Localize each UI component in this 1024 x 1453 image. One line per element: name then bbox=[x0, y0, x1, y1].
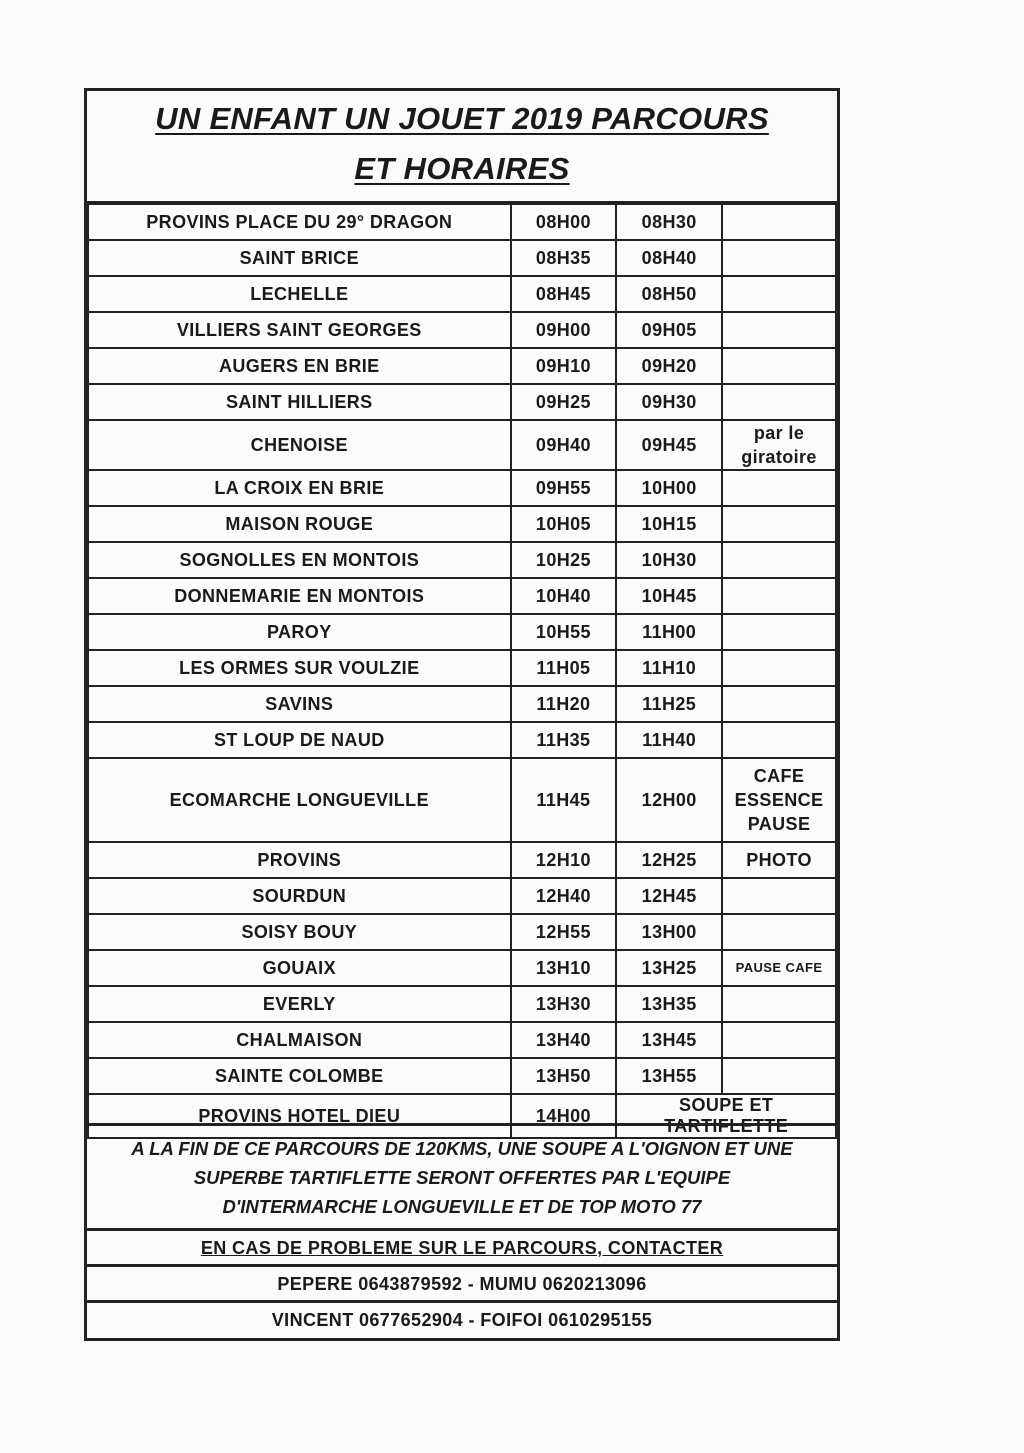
closing-note-line: SUPERBE TARTIFLETTE SERONT OFFERTES PAR L'EQUIPE bbox=[193, 1167, 731, 1188]
schedule-row bbox=[88, 348, 836, 384]
stop-note bbox=[722, 614, 836, 650]
arrival-time: 13H10 bbox=[511, 950, 617, 986]
stop-name: CHALMAISON bbox=[88, 1022, 511, 1058]
stop-note bbox=[722, 542, 836, 578]
departure-time: 11H25 bbox=[616, 686, 722, 722]
schedule-row bbox=[88, 384, 836, 420]
schedule-row bbox=[88, 722, 836, 758]
stop-note bbox=[722, 276, 836, 312]
stop-name: VILLIERS SAINT GEORGES bbox=[88, 312, 511, 348]
stop-note bbox=[722, 686, 836, 722]
stop-note bbox=[722, 878, 836, 914]
arrival-time: 10H25 bbox=[511, 542, 617, 578]
schedule-row bbox=[88, 470, 836, 506]
stop-name: PROVINS PLACE DU 29° DRAGON bbox=[88, 204, 511, 240]
departure-time: 10H30 bbox=[616, 542, 722, 578]
stop-name: PROVINS bbox=[88, 842, 511, 878]
schedule-row bbox=[88, 420, 836, 470]
stop-note bbox=[722, 1022, 836, 1058]
schedule-row bbox=[88, 506, 836, 542]
stop-name: SAINT HILLIERS bbox=[88, 384, 511, 420]
stop-name: SOURDUN bbox=[88, 878, 511, 914]
schedule-row bbox=[88, 542, 836, 578]
stop-name: SOGNOLLES EN MONTOIS bbox=[88, 542, 511, 578]
schedule-row bbox=[88, 312, 836, 348]
stop-name: MAISON ROUGE bbox=[88, 506, 511, 542]
stop-name: PROVINS HOTEL DIEU bbox=[88, 1094, 511, 1138]
stop-name: ST LOUP DE NAUD bbox=[88, 722, 511, 758]
stop-name: SAINT BRICE bbox=[88, 240, 511, 276]
stop-note bbox=[722, 470, 836, 506]
page-title: UN ENFANT UN JOUET 2019 PARCOURS bbox=[155, 101, 769, 136]
stop-note-line: PHOTO bbox=[746, 850, 812, 870]
schedule-row bbox=[88, 240, 836, 276]
title-box bbox=[87, 91, 837, 204]
departure-time: 11H40 bbox=[616, 722, 722, 758]
stop-note bbox=[722, 914, 836, 950]
stop-name: ECOMARCHE LONGUEVILLE bbox=[88, 758, 511, 842]
stop-name: SOISY BOUY bbox=[88, 914, 511, 950]
stop-name: LECHELLE bbox=[88, 276, 511, 312]
departure-time: 12H45 bbox=[616, 878, 722, 914]
stop-name: LES ORMES SUR VOULZIE bbox=[88, 650, 511, 686]
stop-name: SAVINS bbox=[88, 686, 511, 722]
stop-name: GOUAIX bbox=[88, 950, 511, 986]
arrival-time: 11H05 bbox=[511, 650, 617, 686]
schedule-row bbox=[88, 986, 836, 1022]
departure-time: 08H30 bbox=[616, 204, 722, 240]
contact-line: PEPERE 0643879592 - MUMU 0620213096 bbox=[87, 1267, 837, 1303]
final-note: SOUPE ET TARTIFLETTE bbox=[616, 1094, 836, 1138]
arrival-time: 10H55 bbox=[511, 614, 617, 650]
arrival-time: 08H45 bbox=[511, 276, 617, 312]
stop-note-line: giratoire bbox=[741, 447, 817, 467]
departure-time: 09H45 bbox=[616, 420, 722, 470]
stop-note-line: PAUSE bbox=[747, 814, 811, 834]
stop-note bbox=[722, 986, 836, 1022]
departure-time: 10H15 bbox=[616, 506, 722, 542]
stop-name: PAROY bbox=[88, 614, 511, 650]
departure-time: 10H00 bbox=[616, 470, 722, 506]
schedule-row bbox=[88, 758, 836, 842]
departure-time: 10H45 bbox=[616, 578, 722, 614]
departure-time: 13H35 bbox=[616, 986, 722, 1022]
stop-note bbox=[722, 384, 836, 420]
schedule-row bbox=[88, 842, 836, 878]
schedule-row bbox=[88, 686, 836, 722]
arrival-time: 14H00 bbox=[511, 1094, 617, 1138]
schedule-sheet bbox=[84, 88, 840, 1341]
departure-time: 11H10 bbox=[616, 650, 722, 686]
schedule-row bbox=[88, 914, 836, 950]
stop-note bbox=[722, 348, 836, 384]
departure-time: 08H40 bbox=[616, 240, 722, 276]
departure-time: 12H00 bbox=[616, 758, 722, 842]
stop-note bbox=[722, 312, 836, 348]
stop-note-line: PAUSE CAFE bbox=[735, 960, 823, 975]
departure-time: 13H45 bbox=[616, 1022, 722, 1058]
arrival-time: 09H55 bbox=[511, 470, 617, 506]
arrival-time: 11H20 bbox=[511, 686, 617, 722]
stop-note bbox=[722, 420, 836, 470]
arrival-time: 09H10 bbox=[511, 348, 617, 384]
departure-time: 08H50 bbox=[616, 276, 722, 312]
arrival-time: 08H00 bbox=[511, 204, 617, 240]
arrival-time: 12H40 bbox=[511, 878, 617, 914]
stop-note bbox=[722, 722, 836, 758]
stop-note bbox=[722, 506, 836, 542]
stop-name: AUGERS EN BRIE bbox=[88, 348, 511, 384]
schedule-row bbox=[88, 276, 836, 312]
departure-time: 11H00 bbox=[616, 614, 722, 650]
schedule-row bbox=[88, 204, 836, 240]
schedule-row bbox=[88, 1022, 836, 1058]
arrival-time: 11H45 bbox=[511, 758, 617, 842]
departure-time: 13H00 bbox=[616, 914, 722, 950]
stop-note bbox=[722, 578, 836, 614]
departure-time: 13H55 bbox=[616, 1058, 722, 1094]
closing-note-line: A LA FIN DE CE PARCOURS DE 120KMS, UNE SOUPE A L'OIGNON ET UNE bbox=[131, 1138, 793, 1159]
arrival-time: 10H05 bbox=[511, 506, 617, 542]
stop-note-line: ESSENCE bbox=[734, 790, 824, 810]
stop-note bbox=[722, 650, 836, 686]
stop-name: EVERLY bbox=[88, 986, 511, 1022]
stop-note-line: CAFE bbox=[753, 766, 805, 786]
arrival-time: 08H35 bbox=[511, 240, 617, 276]
schedule-row bbox=[88, 650, 836, 686]
schedule-row bbox=[88, 878, 836, 914]
contact-line: VINCENT 0677652904 - FOIFOI 0610295155 bbox=[271, 1310, 653, 1330]
arrival-time: 13H40 bbox=[511, 1022, 617, 1058]
arrival-time: 13H30 bbox=[511, 986, 617, 1022]
schedule-table bbox=[87, 203, 837, 1139]
schedule-row bbox=[88, 1058, 836, 1094]
arrival-time: 09H40 bbox=[511, 420, 617, 470]
arrival-time: 10H40 bbox=[511, 578, 617, 614]
stop-note bbox=[722, 1058, 836, 1094]
stop-name: CHENOISE bbox=[88, 420, 511, 470]
departure-time: 09H30 bbox=[616, 384, 722, 420]
departure-time: 13H25 bbox=[616, 950, 722, 986]
stop-note bbox=[722, 240, 836, 276]
stop-note bbox=[722, 758, 836, 842]
stop-note bbox=[722, 842, 836, 878]
schedule-row bbox=[88, 578, 836, 614]
departure-time: 09H20 bbox=[616, 348, 722, 384]
departure-time: 09H05 bbox=[616, 312, 722, 348]
schedule-row bbox=[88, 614, 836, 650]
departure-time: 12H25 bbox=[616, 842, 722, 878]
stop-note-line: par le bbox=[753, 423, 805, 443]
stop-name: LA CROIX EN BRIE bbox=[88, 470, 511, 506]
stop-name: SAINTE COLOMBE bbox=[88, 1058, 511, 1094]
closing-note bbox=[87, 1123, 837, 1231]
arrival-time: 11H35 bbox=[511, 722, 617, 758]
arrival-time: 12H10 bbox=[511, 842, 617, 878]
stop-note bbox=[722, 950, 836, 986]
contact-heading: EN CAS DE PROBLEME SUR LE PARCOURS, CONTACTER bbox=[87, 1231, 837, 1267]
schedule-row bbox=[88, 950, 836, 986]
arrival-time: 09H25 bbox=[511, 384, 617, 420]
arrival-time: 12H55 bbox=[511, 914, 617, 950]
stop-name: DONNEMARIE EN MONTOIS bbox=[88, 578, 511, 614]
arrival-time: 13H50 bbox=[511, 1058, 617, 1094]
stop-note bbox=[722, 204, 836, 240]
closing-note-line: D'INTERMARCHE LONGUEVILLE ET DE TOP MOTO 77 bbox=[222, 1196, 702, 1217]
arrival-time: 09H00 bbox=[511, 312, 617, 348]
page-subtitle: ET HORAIRES bbox=[354, 151, 570, 186]
